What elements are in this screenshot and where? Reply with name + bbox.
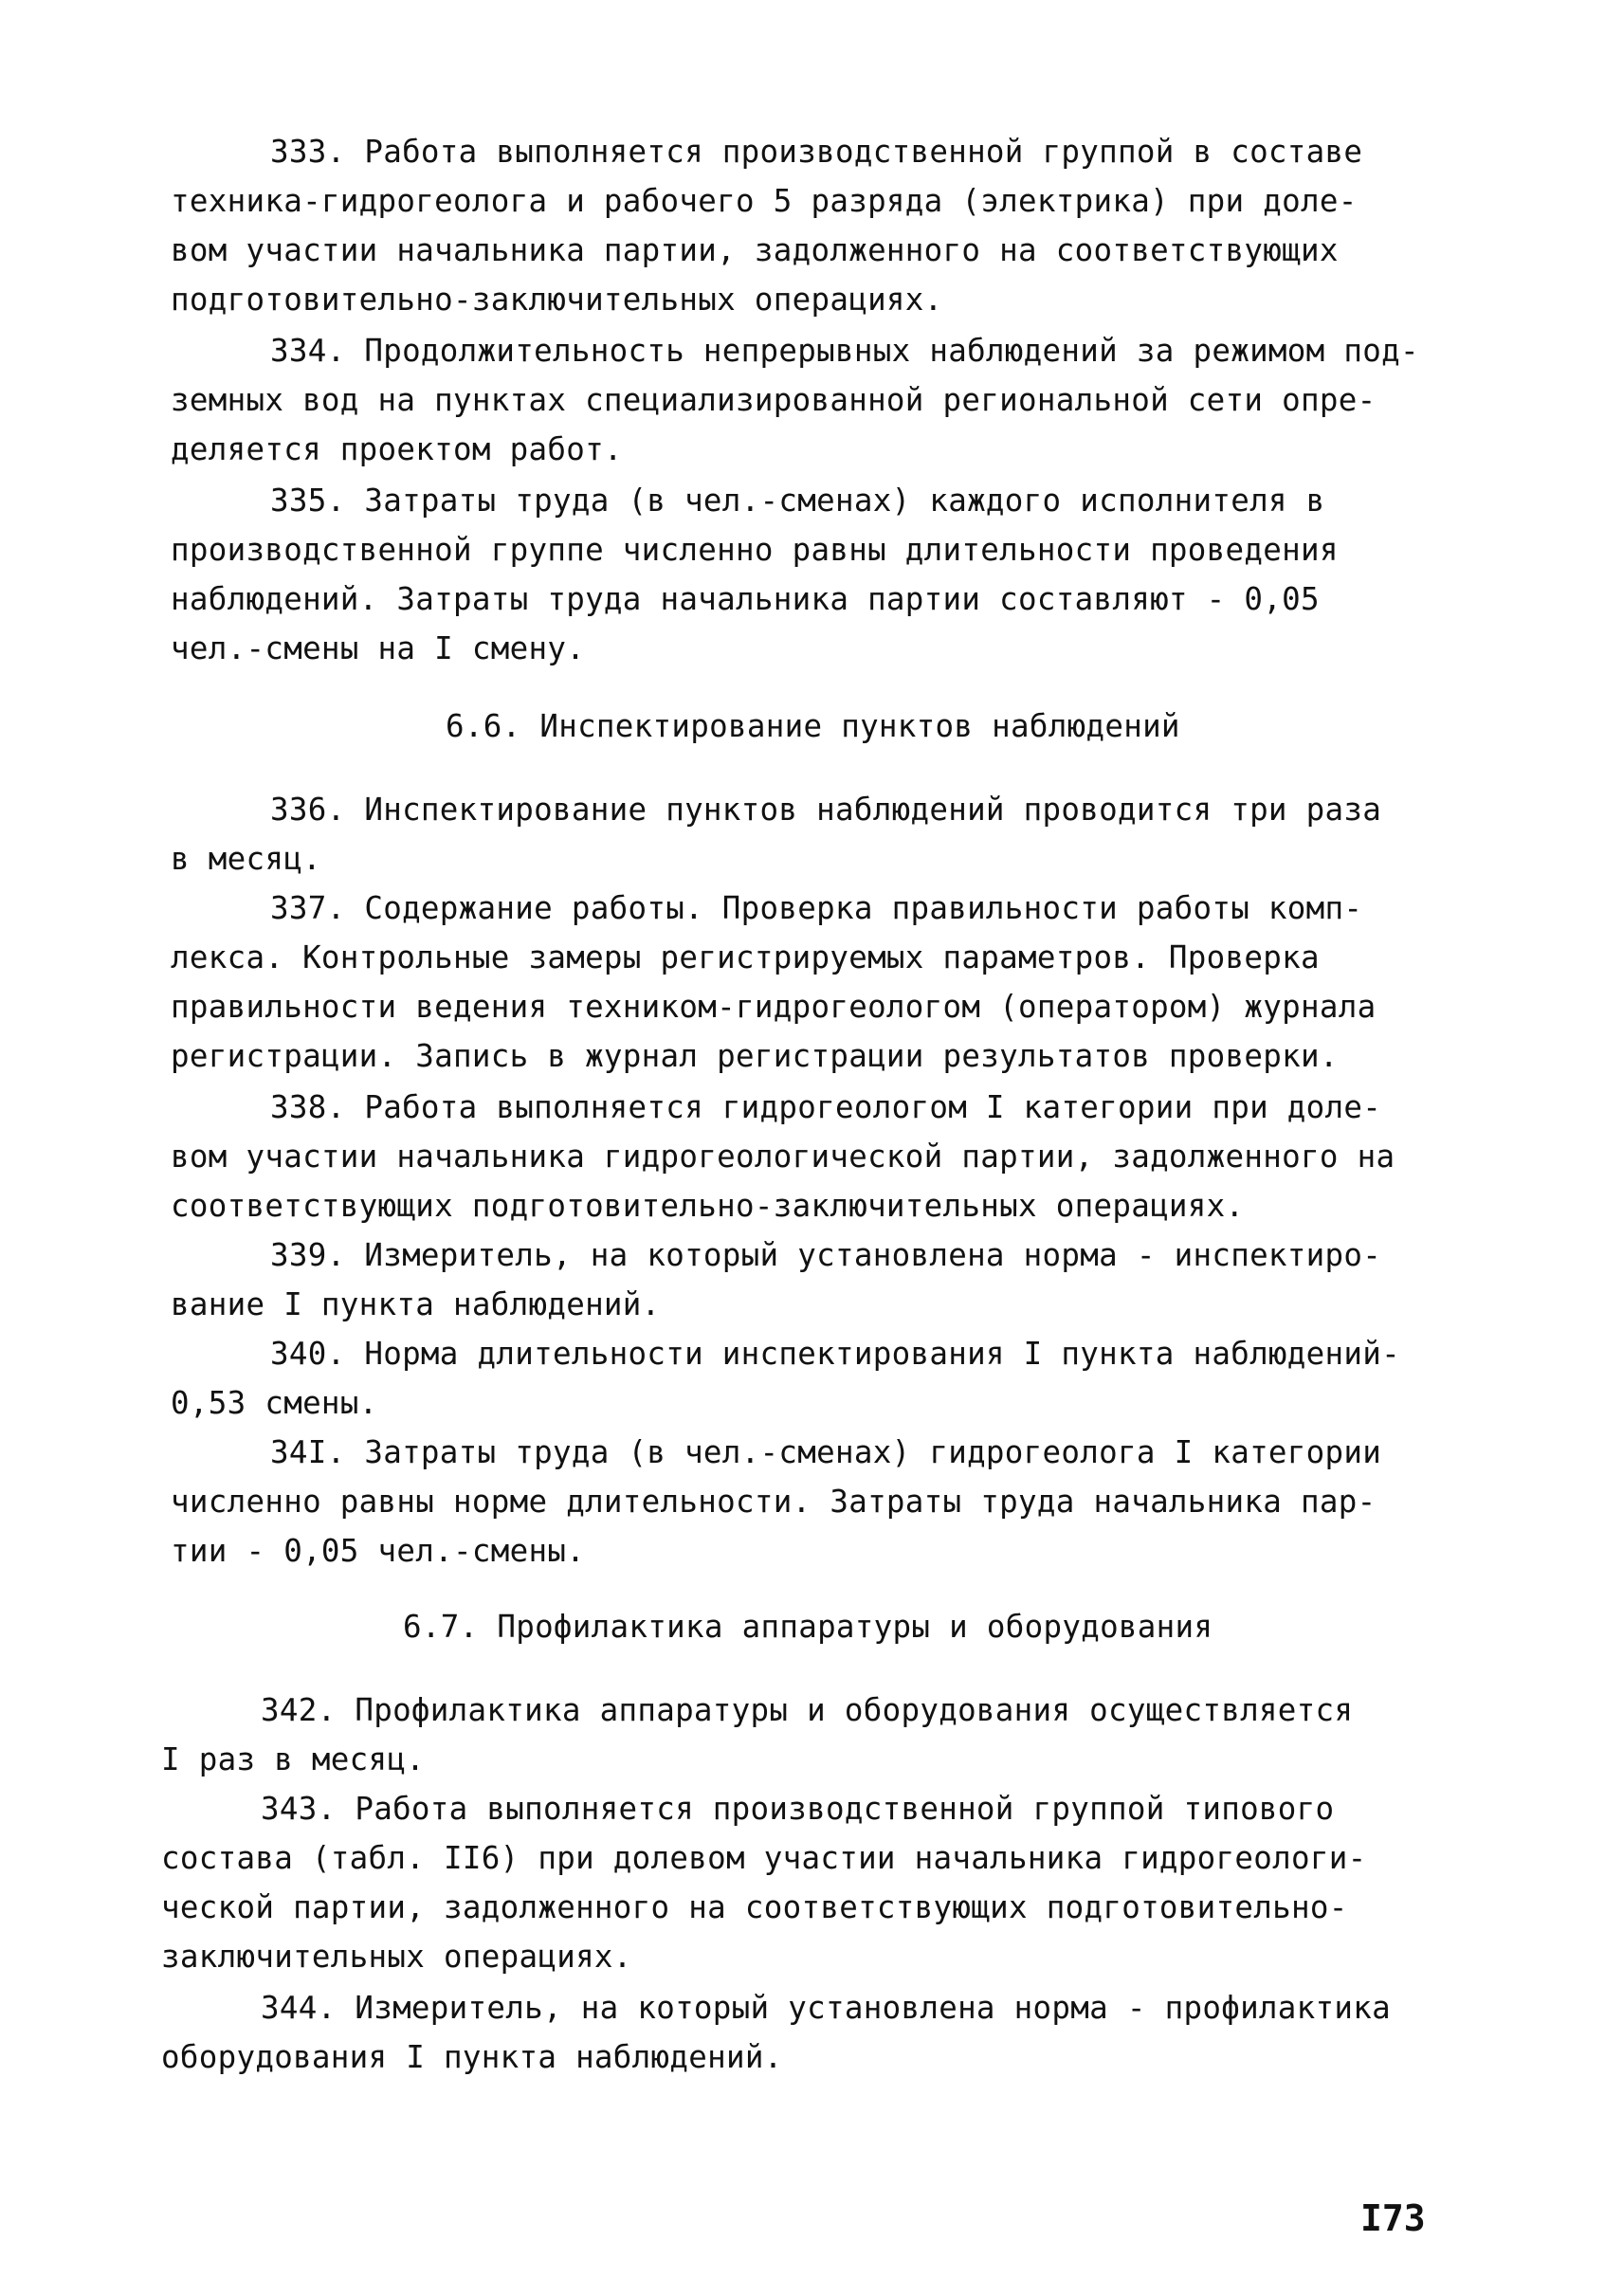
paragraph-341-line-3: тии - 0,05 чел.-смены. [171, 1533, 586, 1569]
paragraph-343-line-4: заключительных операциях. [161, 1939, 632, 1975]
paragraph-343-line-2: состава (табл. II6) при долевом участии начальника гидрогеологи- [161, 1840, 1367, 1876]
paragraph-342-line-2: I раз в месяц. [161, 1741, 426, 1777]
paragraph-341-line-2: численно равны норме длительности. Затраты труда начальника пар- [171, 1484, 1377, 1520]
paragraph-336-line-1: 336. Инспектирование пунктов наблюдений проводится три раза [270, 792, 1382, 828]
paragraph-342-line-1: 342. Профилактика аппаратуры и оборудования осуществляется [261, 1692, 1354, 1728]
paragraph-338-line-1: 338. Работа выполняется гидрогеологом I категории при доле- [270, 1089, 1382, 1125]
paragraph-335-line-1: 335. Затраты труда (в чел.-сменах) каждого исполнителя в [270, 483, 1325, 519]
paragraph-334-line-1: 334. Продолжительность непрерывных наблюдений за режимом под- [270, 333, 1419, 369]
paragraph-335-line-3: наблюдений. Затраты труда начальника партии составляют - 0,05 [171, 581, 1320, 617]
paragraph-338-line-3: соответствующих подготовительно-заключительных операциях. [171, 1188, 1245, 1224]
paragraph-339-line-1: 339. Измеритель, на который установлена норма - инспектиро- [270, 1237, 1382, 1273]
paragraph-335-line-4: чел.-смены на I смену. [171, 630, 586, 666]
paragraph-336-line-2: в месяц. [171, 841, 321, 877]
paragraph-343-line-3: ческой партии, задолженного на соответствующих подготовительно- [161, 1889, 1348, 1925]
paragraph-333-line-3: вом участии начальника партии, задолженного на соответствующих [171, 232, 1339, 268]
paragraph-344-line-1: 344. Измеритель, на который установлена норма - профилактика [261, 1990, 1391, 2026]
section-heading-6-6: 6.6. Инспектирование пунктов наблюдений [446, 708, 1180, 744]
paragraph-333-line-2: техника-гидрогеолога и рабочего 5 разряда (электрика) при доле- [171, 183, 1358, 219]
section-heading-6-7: 6.7. Профилактика аппаратуры и оборудования [403, 1609, 1213, 1645]
paragraph-338-line-2: вом участии начальника гидрогеологической партии, задолженного на [171, 1139, 1395, 1175]
paragraph-335-line-2: производственной группе численно равны длительности проведения [171, 532, 1339, 568]
page-number: I73 [1360, 2197, 1426, 2239]
paragraph-341-line-1: 34I. Затраты труда (в чел.-сменах) гидрогеолога I категории [270, 1434, 1382, 1470]
paragraph-337-line-4: регистрации. Запись в журнал регистрации результатов проверки. [171, 1038, 1339, 1074]
paragraph-344-line-2: оборудования I пункта наблюдений. [161, 2039, 783, 2075]
paragraph-333-line-4: подготовительно-заключительных операциях. [171, 282, 943, 318]
paragraph-343-line-1: 343. Работа выполняется производственной группой типового [261, 1791, 1335, 1827]
paragraph-337-line-1: 337. Содержание работы. Проверка правильности работы комп- [270, 890, 1363, 926]
paragraph-333-line-1: 333. Работа выполняется производственной группой в составе [270, 134, 1363, 170]
paragraph-337-line-2: лекса. Контрольные замеры регистрируемых параметров. Проверка [171, 939, 1320, 975]
paragraph-340-line-1: 340. Норма длительности инспектирования I пункта наблюдений- [270, 1336, 1400, 1372]
paragraph-337-line-3: правильности ведения техником-гидрогеологом (оператором) журнала [171, 989, 1377, 1025]
paragraph-340-line-2: 0,53 смены. [171, 1385, 378, 1421]
paragraph-334-line-3: деляется проектом работ. [171, 431, 623, 467]
paragraph-334-line-2: земных вод на пунктах специализированной региональной сети опре- [171, 382, 1377, 418]
paragraph-339-line-2: вание I пункта наблюдений. [171, 1286, 661, 1322]
